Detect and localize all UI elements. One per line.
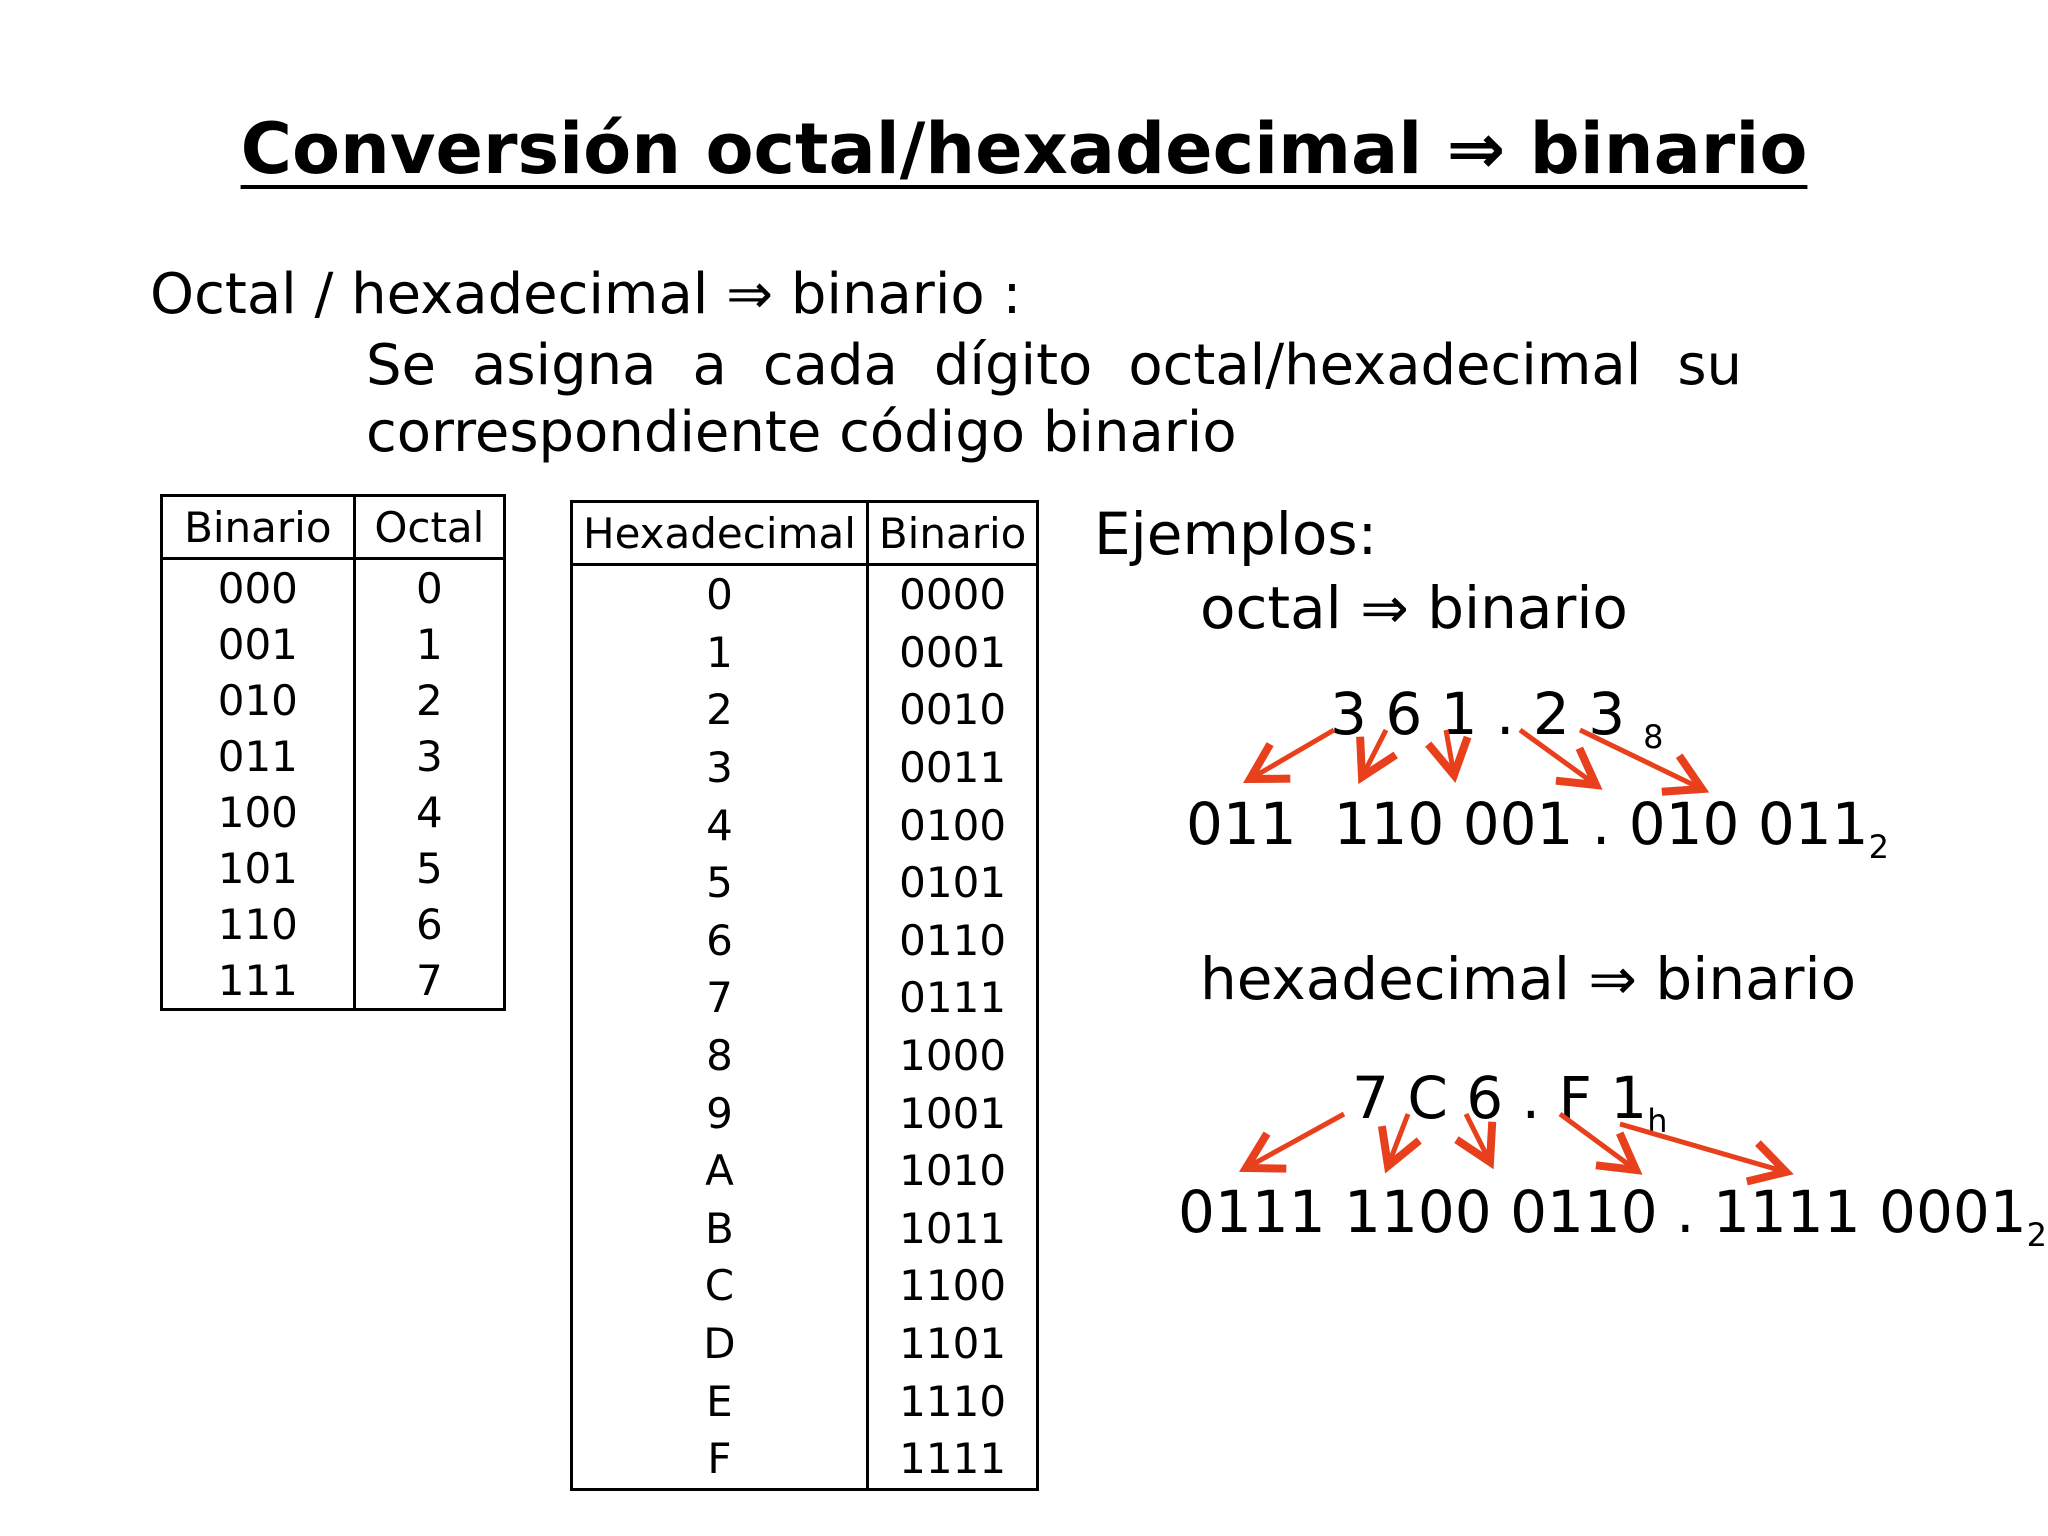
table-row — [572, 624, 1038, 682]
table-cell: 2 — [415, 675, 443, 725]
table-cell: 101 — [162, 840, 355, 896]
table-cell: 9 — [572, 1084, 868, 1142]
description-line-1: Se asigna a cada dígito octal/hexadecimal su — [366, 333, 1742, 398]
octal-example-input — [1330, 680, 1664, 756]
table-cell: 0100 — [899, 800, 1007, 850]
table-cell: 1110 — [899, 1376, 1007, 1426]
table-cell: 0101 — [899, 858, 1007, 908]
table-cell: 1111 — [899, 1434, 1007, 1484]
table-cell: 1010 — [899, 1146, 1007, 1196]
octal-output-digits: 011 110 001 . 010 011 — [1186, 790, 1869, 858]
octal-example-label: octal ⇒ binario — [1200, 574, 1628, 642]
table-cell: 2 — [572, 681, 868, 739]
table-cell: 001 — [162, 616, 355, 672]
table-row — [572, 681, 1038, 739]
table-row — [162, 672, 505, 728]
table-cell: 4 — [572, 796, 868, 854]
octal-input-base: 8 — [1643, 718, 1664, 756]
table-row — [572, 1257, 1038, 1315]
hex-example-output — [1178, 1178, 2047, 1254]
table-row — [572, 796, 1038, 854]
table-cell: 0001 — [899, 627, 1007, 677]
table-cell: 0 — [572, 565, 868, 624]
table-row — [572, 1027, 1038, 1085]
table-cell: 1011 — [899, 1203, 1007, 1253]
table-cell: 111 — [162, 952, 355, 1010]
table-cell: D — [572, 1315, 868, 1373]
octal-arrow-1 — [1250, 730, 1334, 779]
table-cell: 010 — [162, 672, 355, 728]
hex-output-digits: 0111 1100 0110 . 1111 0001 — [1178, 1178, 2027, 1246]
table-cell: 100 — [162, 784, 355, 840]
table-row — [572, 912, 1038, 970]
table-cell: 0 — [415, 563, 443, 613]
table-cell: 0111 — [899, 973, 1007, 1023]
table-cell: E — [572, 1372, 868, 1430]
table-cell: 5 — [415, 843, 443, 893]
table-row — [572, 1430, 1038, 1489]
table-header: Binario — [867, 502, 1037, 565]
table-row — [572, 565, 1038, 624]
description-line-2: correspondiente código binario — [366, 400, 1237, 465]
table-row — [162, 559, 505, 617]
table-cell: 1001 — [899, 1088, 1007, 1138]
hex-arrow-1 — [1246, 1114, 1344, 1168]
page-title: Conversión octal/hexadecimal ⇒ binario — [240, 108, 1808, 190]
table-cell: 6 — [415, 899, 443, 949]
table-header: Binario — [162, 496, 355, 559]
table-cell: 110 — [162, 896, 355, 952]
hex-output-base: 2 — [2026, 1216, 2048, 1254]
table-row — [162, 840, 505, 896]
table-cell: 0000 — [899, 570, 1007, 620]
table-row — [162, 896, 505, 952]
table-row — [162, 616, 505, 672]
table-cell: B — [572, 1200, 868, 1258]
table-row — [572, 739, 1038, 797]
table-cell: A — [572, 1142, 868, 1200]
table-row — [572, 1315, 1038, 1373]
table-row — [162, 952, 505, 1010]
hex-example-label: hexadecimal ⇒ binario — [1200, 945, 1857, 1013]
table-cell: 6 — [572, 912, 868, 970]
table-cell: 1 — [415, 619, 443, 669]
table-header: Hexadecimal — [572, 502, 868, 565]
table-cell: 3 — [415, 731, 443, 781]
octal-example-output — [1186, 790, 1889, 866]
table-row — [572, 1084, 1038, 1142]
table-cell: 1 — [572, 624, 868, 682]
table-cell: F — [572, 1430, 868, 1489]
table-cell: 7 — [415, 955, 443, 1005]
table-cell: 1100 — [899, 1261, 1007, 1311]
table-row — [572, 1372, 1038, 1430]
examples-heading: Ejemplos: — [1094, 500, 1378, 568]
table-cell: 4 — [415, 787, 443, 837]
table-cell: 011 — [162, 728, 355, 784]
hex-example-input — [1352, 1064, 1667, 1140]
intro-text: Octal / hexadecimal ⇒ binario : — [150, 262, 1022, 327]
table-cell: C — [572, 1257, 868, 1315]
table-row — [572, 969, 1038, 1027]
table-cell: 0010 — [899, 685, 1007, 735]
table-row — [162, 728, 505, 784]
octal-output-base: 2 — [1868, 828, 1889, 866]
table-cell: 0110 — [899, 915, 1007, 965]
hex-input-base: h — [1647, 1102, 1668, 1140]
table-cell: 3 — [572, 739, 868, 797]
table-row — [572, 1200, 1038, 1258]
table-cell: 7 — [572, 969, 868, 1027]
table-cell: 0011 — [899, 743, 1007, 793]
table-row — [572, 854, 1038, 912]
table-cell: 8 — [572, 1027, 868, 1085]
table-header: Octal — [354, 496, 504, 559]
table-cell: 1000 — [899, 1031, 1007, 1081]
table-row — [572, 1142, 1038, 1200]
octal-input-digits: 3 6 1 . 2 3 — [1330, 680, 1626, 748]
octal-binary-table — [160, 494, 506, 1011]
table-row — [162, 784, 505, 840]
hex-binary-table — [570, 500, 1039, 1491]
table-cell: 000 — [162, 559, 355, 617]
hex-input-digits: 7 C 6 . F 1 — [1352, 1064, 1648, 1132]
table-cell: 1101 — [899, 1319, 1007, 1369]
table-cell: 5 — [572, 854, 868, 912]
